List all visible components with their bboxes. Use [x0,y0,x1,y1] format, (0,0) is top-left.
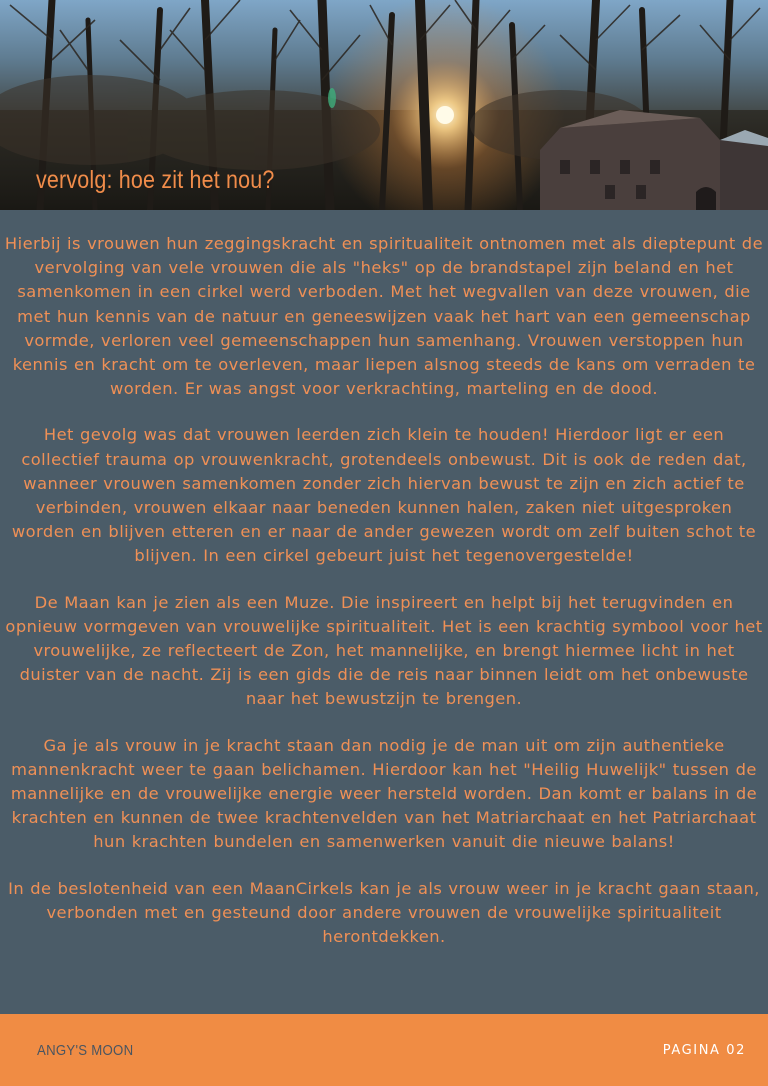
page-number: PAGINA 02 [662,1043,746,1058]
article-body [0,232,768,971]
paragraph: Hierbij is vrouwen hun zeggingskracht en spiritualiteit ontnomen met als dieptepunt de vervolging van vele vrouwen die als "heks" op de brandstapel zijn beland en het samenkomen in een cirkel werd verboden. Met het wegvallen van deze vrouwen, die met hun kennis van de natuur en geneeswijzen vaak het hart van een gemeenschap vormde, verloren veel gemeenschappen hun samenhang. Vrouwen verstoppen hun kennis en kracht om te overleven, maar liepen alsnog steeds de kans om verraden te worden. Er was angst voor verkrachting, marteling en de dood. [4,234,764,399]
paragraph: Het gevolg was dat vrouwen leerden zich klein te houden! Hierdoor ligt er een collectief trauma op vrouwenkracht, grotendeels onbewust. Dit is ook de reden dat, wanneer vrouwen samenkomen zonder zich hiervan bewust te zijn en zich actief te verbinden, vrouwen elkaar naar beneden kunnen halen, zaken niet uitgesproken worden en blijven etteren en er naar de ander gewezen wordt om zelf buiten schot te blijven. In een cirkel gebeurt juist het tegenovergestelde! [11,425,757,566]
paragraph: De Maan kan je zien als een Muze. Die inspireert en helpt bij het terugvinden en opnieuw vormgeven van vrouwelijke spiritualiteit. Het is een krachtig symbool voor het vrouwelijke, ze reflecteert de Zon, het mannelijke, en brengt hiermee licht in het duister van de nacht. Zij is een gids die de reis naar binnen leidt om het onbewuste naar het bewustzijn te brengen. [5,592,763,709]
page-footer [0,1014,768,1086]
page-title: vervolg: hoe zit het nou? [36,166,275,194]
paragraph: Ga je als vrouw in je kracht staan dan nodig je de man uit om zijn authentieke mannenkracht weer te gaan belichamen. Hierdoor kan het "Heilig Huwelijk" tussen de mannelijke en de vrouwelijke energie weer hersteld worden. Dan komt er balans in de krachten en kunnen de twee krachtenvelden van het Matriarchaat en het Patriarchaat hun krachten bundelen en samenwerken vanuit die nieuwe balans! [10,735,758,852]
brand-name: ANGY'S MOON [37,1042,134,1059]
header-photo-banner [0,0,768,210]
paragraph: In de beslotenheid van een MaanCirkels kan je als vrouw weer in je kracht gaan staan, verbonden met en gesteund door andere vrouwen de vrouwelijke spiritualiteit herontdekken. [8,878,760,947]
